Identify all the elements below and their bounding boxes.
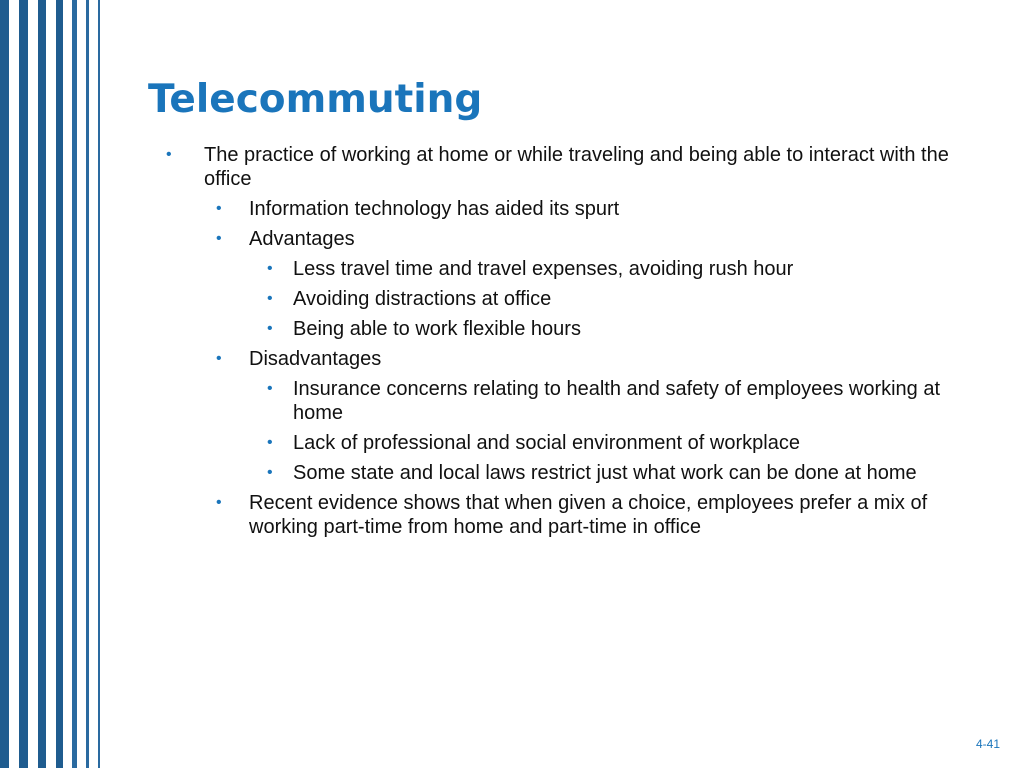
bullet-list — [0, 143, 1024, 545]
bullet-item-level-3 — [0, 431, 1024, 455]
bullet-text: Some state and local laws restrict just what work can be done at home — [293, 462, 917, 484]
bullet-text: Avoiding distractions at office — [293, 288, 552, 310]
bullet-dot-icon: • — [267, 320, 273, 337]
bullet-text: Recent evidence shows that when given a choice, employees prefer a mix of working part-time from home and part-time in office — [249, 492, 928, 538]
bullet-item-level-1 — [0, 143, 1024, 191]
bullet-item-level-2 — [0, 227, 1024, 251]
bullet-text: Disadvantages — [249, 348, 382, 370]
bullet-item-level-3 — [0, 377, 1024, 425]
bullet-dot-icon: • — [267, 380, 273, 397]
bullet-item-level-3 — [0, 461, 1024, 485]
bullet-text: The practice of working at home or while traveling and being able to interact with the office — [204, 144, 949, 190]
bullet-text: Advantages — [249, 228, 355, 250]
bullet-dot-icon: • — [216, 494, 222, 511]
bullet-text: Lack of professional and social environment of workplace — [293, 432, 800, 454]
bullet-dot-icon: • — [166, 146, 172, 163]
bullet-dot-icon: • — [216, 350, 222, 367]
bullet-item-level-3 — [0, 257, 1024, 281]
bullet-dot-icon: • — [216, 200, 222, 217]
bullet-dot-icon: • — [216, 230, 222, 247]
bullet-item-level-2 — [0, 491, 1024, 539]
bullet-text: Information technology has aided its spurt — [249, 198, 620, 220]
slide-title: Telecommuting — [148, 77, 483, 122]
bullet-item-level-3 — [0, 287, 1024, 311]
bullet-item-level-2 — [0, 197, 1024, 221]
bullet-dot-icon: • — [267, 434, 273, 451]
bullet-item-level-2 — [0, 347, 1024, 371]
page-number: 4-41 — [975, 737, 1000, 751]
bullet-text: Less travel time and travel expenses, avoiding rush hour — [293, 258, 794, 280]
bullet-dot-icon: • — [267, 464, 273, 481]
bullet-text: Insurance concerns relating to health and safety of employees working at home — [293, 378, 941, 424]
bullet-dot-icon: • — [267, 260, 273, 277]
bullet-dot-icon: • — [267, 290, 273, 307]
bullet-item-level-3 — [0, 317, 1024, 341]
bullet-text: Being able to work flexible hours — [293, 318, 581, 340]
